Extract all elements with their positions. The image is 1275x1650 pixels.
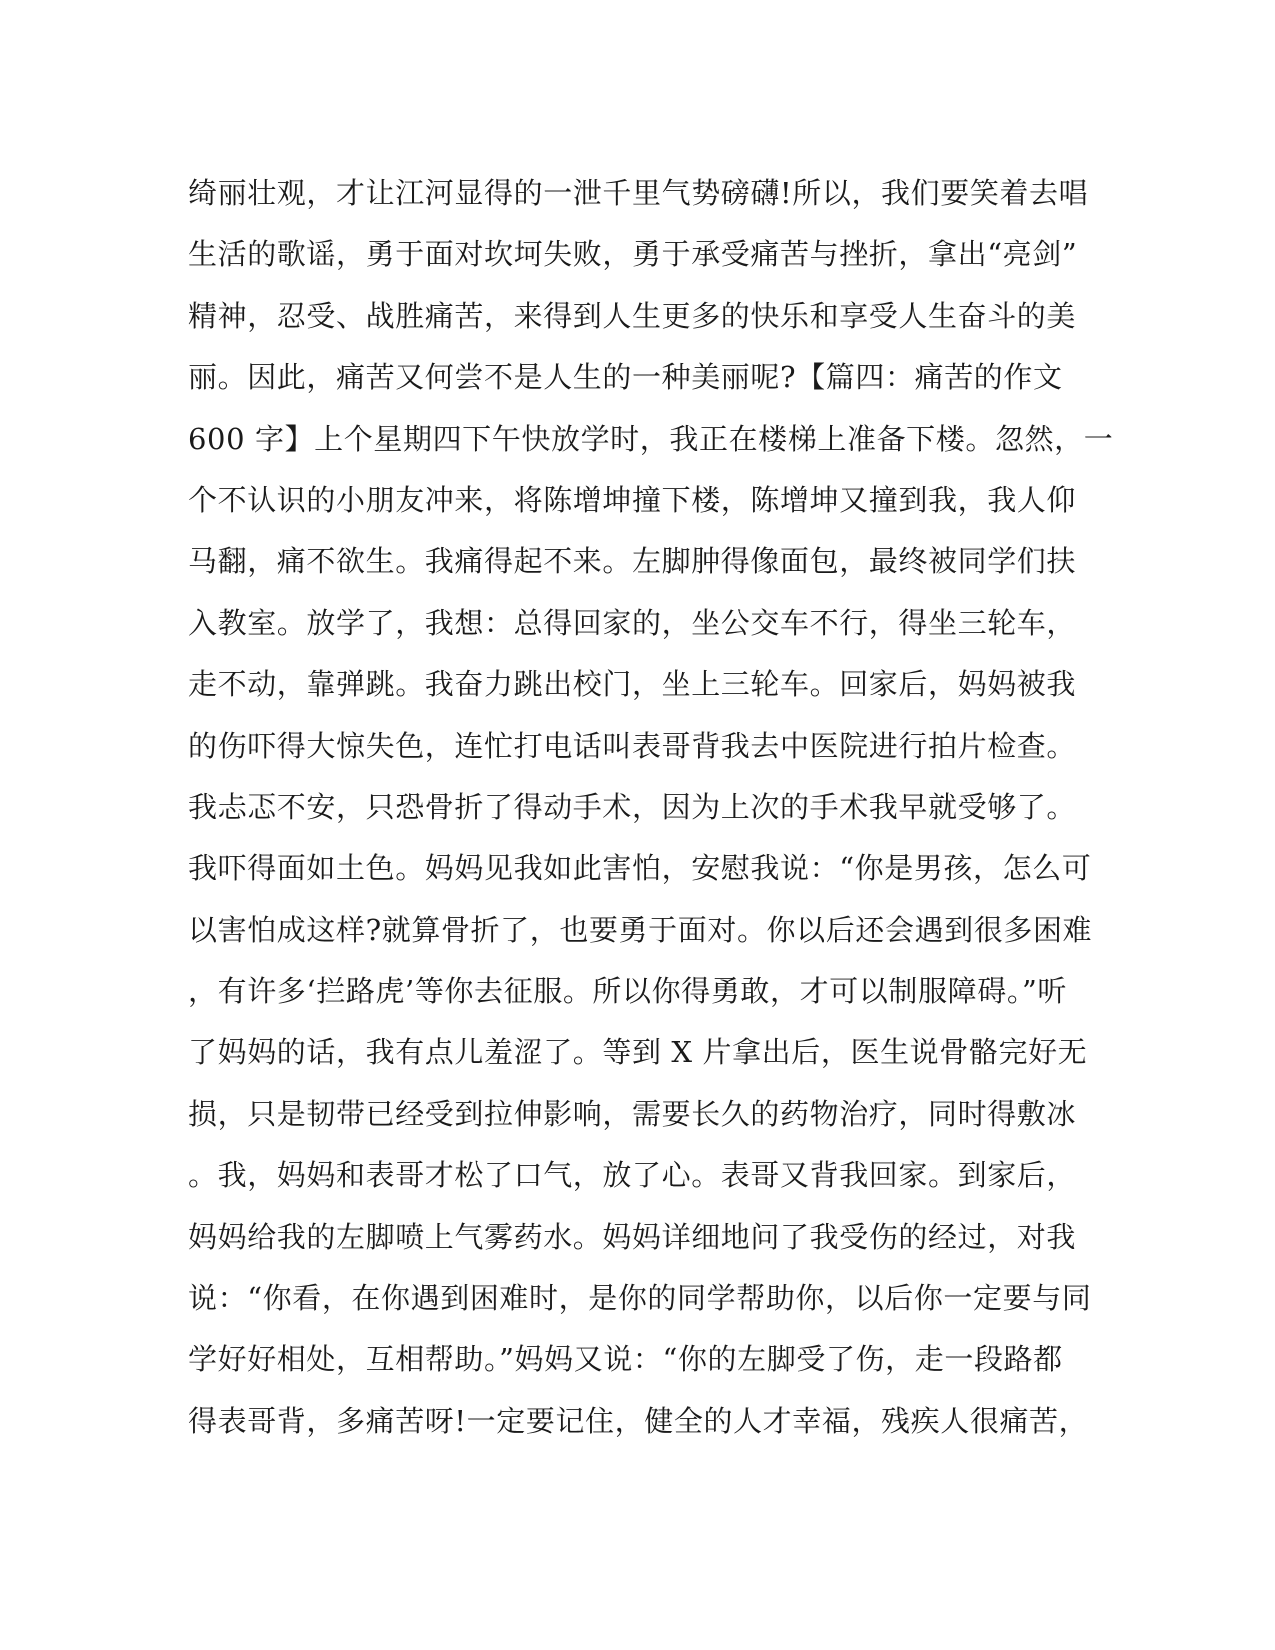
text-line: 学好好相处，互相帮助。”妈妈又说：“你的左脚受了伤，走一段路都 <box>188 1342 1063 1377</box>
text-line: 的伤吓得大惊失色，连忙打电话叫表哥背我去中医院进行拍片检查。 <box>188 728 1077 763</box>
text-line: ，有许多‘拦路虎’等你去征服。所以你得勇敢，才可以制服障碍。”听 <box>188 974 1067 1009</box>
text-line: 生活的歌谣，勇于面对坎坷失败，勇于承受痛苦与挫折，拿出“亮剑” <box>188 237 1078 272</box>
text-line: 绮丽壮观，才让江河显得的一泄千里气势磅礴!所以，我们要笑着去唱 <box>188 176 1089 210</box>
text-line: 损，只是韧带已经受到拉伸影响，需要长久的药物治疗，同时得敷冰 <box>188 1096 1077 1131</box>
text-line: 我忐忑不安，只恐骨折了得动手术，因为上次的手术我早就受够了。 <box>188 789 1077 824</box>
text-line: 马翻，痛不欲生。我痛得起不来。左脚肿得像面包，最终被同学们扶 <box>188 544 1077 579</box>
text-line: 了妈妈的话，我有点儿羞涩了。等到 X 片拿出后，医生说骨骼完好无 <box>188 1035 1088 1070</box>
text-line: 说：“你看，在你遇到困难时，是你的同学帮助你，以后你一定要与同 <box>188 1281 1092 1316</box>
text-line: 以害怕成这样?就算骨折了，也要勇于面对。你以后还会遇到很多困难 <box>188 912 1093 947</box>
text-line: 得表哥背，多痛苦呀!一定要记住，健全的人才幸福，残疾人很痛苦， <box>188 1403 1089 1438</box>
text-line: 600 字】上个星期四下午快放学时，我正在楼梯上准备下楼。忽然，一 <box>188 421 1114 456</box>
text-line: 丽。因此，痛苦又何尝不是人生的一种美丽呢?【篇四：痛苦的作文 <box>188 360 1063 395</box>
text-line: 。我，妈妈和表哥才松了口气，放了心。表哥又背我回家。到家后， <box>188 1158 1077 1193</box>
essay-text-block <box>188 163 1114 1452</box>
text-line: 走不动，靠弹跳。我奋力跳出校门，坐上三轮车。回家后，妈妈被我 <box>188 667 1077 702</box>
text-line: 个不认识的小朋友冲来，将陈增坤撞下楼，陈增坤又撞到我，我人仰 <box>188 482 1077 517</box>
text-line: 入教室。放学了，我想：总得回家的，坐公交车不行，得坐三轮车， <box>188 605 1077 640</box>
text-line: 我吓得面如土色。妈妈见我如此害怕，安慰我说：“你是男孩，怎么可 <box>188 851 1092 886</box>
text-line: 妈妈给我的左脚喷上气雾药水。妈妈详细地问了我受伤的经过，对我 <box>188 1219 1077 1254</box>
text-line: 精神，忍受、战胜痛苦，来得到人生更多的快乐和享受人生奋斗的美 <box>188 298 1077 333</box>
